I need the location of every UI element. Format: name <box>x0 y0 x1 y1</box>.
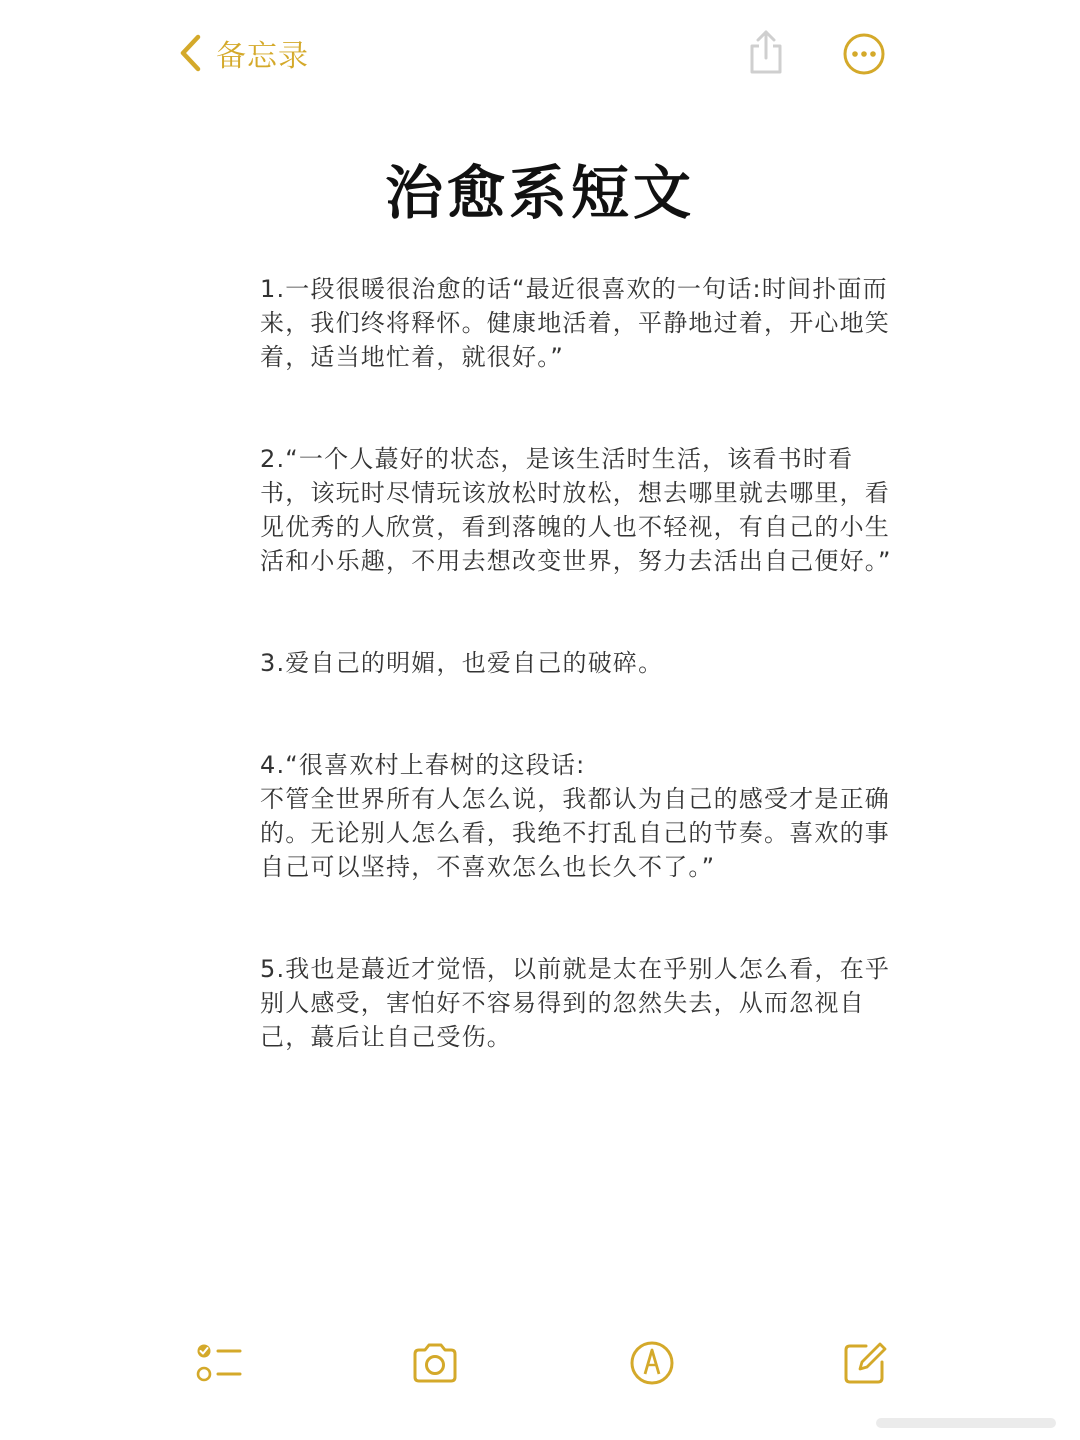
checklist-icon <box>194 1338 244 1388</box>
note-paragraph: 5.我也是蕞近才觉悟，以前就是太在乎别人怎么看，在乎别人感受，害怕好不容易得到的忽然失去，从而忽视自己，蕞后让自己受伤。 <box>260 955 891 1051</box>
more-options-button[interactable] <box>842 32 886 76</box>
share-icon <box>746 28 786 76</box>
navigation-bar <box>0 0 1080 110</box>
markup-pen-icon <box>627 1338 677 1388</box>
chevron-left-icon <box>178 34 202 72</box>
note-paragraph: 1.一段很暖很治愈的话“最近很喜欢的一句话:时间扑面而来，我们终将释怀。健康地活着，平静地过着，开心地笑着，适当地忙着，就很好。” <box>260 275 890 371</box>
note-paragraph: 4.“很喜欢村上春树的这段话: 不管全世界所有人怎么说，我都认为自己的感受才是正确的。无论别人怎么看，我绝不打乱自己的节奏。喜欢的事自己可以坚持，不喜欢怎么也长久不了。” <box>260 751 890 881</box>
note-paragraph: 2.“一个人蕞好的状态，是该生活时生活，该看书时看书，该玩时尽情玩该放松时放松，想去哪里就去哪里，看见优秀的人欣赏，看到落魄的人也不轻视，有自己的小生活和小乐趣，不用去想改变世界，努力去活出自己便好。” <box>260 445 892 575</box>
share-button[interactable] <box>746 28 786 76</box>
camera-button[interactable] <box>410 1338 460 1388</box>
back-button[interactable] <box>178 30 309 76</box>
back-label: 备忘录 <box>216 39 309 74</box>
checklist-button[interactable] <box>194 1338 244 1388</box>
ellipsis-circle-icon <box>842 32 886 76</box>
note-body[interactable] <box>260 272 900 1054</box>
bottom-toolbar <box>0 1330 1080 1400</box>
home-indicator <box>876 1418 1056 1428</box>
markup-button[interactable] <box>627 1338 677 1388</box>
note-paragraph: 3.爱自己的明媚，也爱自己的破碎。 <box>260 649 664 677</box>
camera-icon <box>410 1338 460 1388</box>
compose-icon <box>840 1338 890 1388</box>
note-title[interactable]: 治愈系短文 <box>384 159 695 227</box>
compose-button[interactable] <box>840 1338 890 1388</box>
